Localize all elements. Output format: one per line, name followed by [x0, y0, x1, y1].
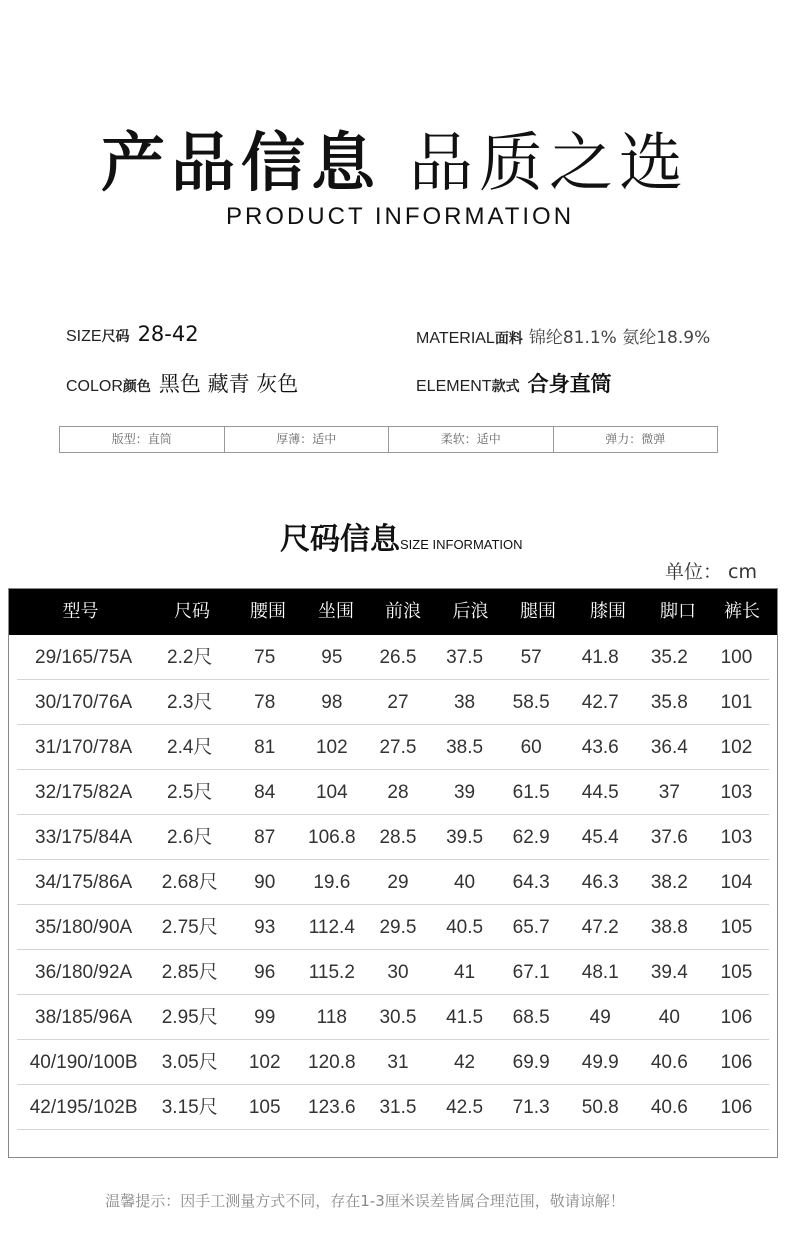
table-cell: 60 — [520, 737, 542, 758]
table-cell: 43.6 — [581, 737, 619, 758]
table-cell: 38/185/96A — [35, 1007, 133, 1028]
table-cell: 3.15尺 — [161, 1097, 218, 1118]
table-cell: 29/165/75A — [35, 647, 133, 668]
table-cell: 44.5 — [581, 782, 619, 803]
table-cell: 42.5 — [446, 1097, 484, 1118]
table-cell: 40/190/100B — [29, 1052, 138, 1073]
spec-color — [66, 368, 298, 398]
table-cell: 61.5 — [512, 782, 550, 803]
table-cell: 30.5 — [379, 1007, 417, 1028]
table-cell: 35.8 — [650, 692, 688, 713]
table-cell: 81 — [254, 737, 276, 758]
table-cell: 39.4 — [650, 962, 688, 983]
table-cell: 103 — [720, 782, 753, 803]
table-cell: 35/180/90A — [35, 917, 133, 938]
table-body — [9, 635, 777, 1130]
title-bold: 产品信息 — [101, 127, 381, 201]
table-cell: 104 — [315, 782, 348, 803]
table-cell: 37.5 — [446, 647, 484, 668]
title-light: 品质之选 — [409, 127, 689, 201]
table-cell: 31/170/78A — [35, 737, 133, 758]
table-cell: 106 — [720, 1097, 753, 1118]
attr-fit: 版型：直筒 — [60, 427, 225, 452]
color-key-cn: 颜色 — [122, 379, 151, 395]
table-cell: 38.8 — [650, 917, 688, 938]
table-cell: 120.8 — [308, 1052, 356, 1073]
header-cell: 坐围 — [318, 601, 354, 622]
table-row — [17, 905, 769, 950]
table-cell: 99 — [254, 1007, 276, 1028]
color-value: 黑色 藏青 灰色 — [158, 372, 299, 396]
table-cell: 40 — [658, 1007, 680, 1028]
element-key-cn: 款式 — [491, 379, 520, 395]
table-cell: 40.6 — [650, 1097, 688, 1118]
table-cell: 33/175/84A — [35, 827, 133, 848]
table-cell: 64.3 — [512, 872, 550, 893]
table-cell: 100 — [720, 647, 753, 668]
table-cell: 2.4尺 — [167, 737, 213, 758]
table-cell: 2.2尺 — [167, 647, 213, 668]
table-cell: 2.6尺 — [167, 827, 213, 848]
table-cell: 65.7 — [512, 917, 550, 938]
table-row — [17, 815, 769, 860]
table-cell: 30 — [387, 962, 409, 983]
table-cell: 41.5 — [446, 1007, 484, 1028]
header-cell: 膝围 — [590, 601, 626, 622]
header-cell: 尺码 — [174, 601, 210, 622]
table-cell: 69.9 — [512, 1052, 550, 1073]
table-cell: 49.9 — [581, 1052, 619, 1073]
table-cell: 28 — [387, 782, 409, 803]
spec-size — [66, 322, 199, 346]
table-cell: 2.75尺 — [161, 917, 218, 938]
table-row — [17, 680, 769, 725]
table-cell: 123.6 — [308, 1097, 356, 1118]
table-cell: 39.5 — [446, 827, 484, 848]
table-cell: 40.6 — [650, 1052, 688, 1073]
table-cell: 96 — [254, 962, 276, 983]
size-key-en: SIZE — [66, 328, 102, 345]
table-cell: 101 — [720, 692, 753, 713]
table-cell: 35.2 — [650, 647, 688, 668]
table-cell: 36.4 — [650, 737, 688, 758]
table-cell: 104 — [720, 872, 753, 893]
table-cell: 115.2 — [308, 962, 355, 983]
material-value: 锦纶81.1% 氨纶18.9% — [528, 328, 711, 348]
table-cell: 31.5 — [379, 1097, 417, 1118]
table-cell: 38 — [453, 692, 476, 713]
table-row — [17, 1085, 769, 1130]
table-cell: 62.9 — [512, 827, 550, 848]
table-cell: 95 — [321, 647, 343, 668]
table-row — [17, 860, 769, 905]
table-cell: 26.5 — [379, 647, 417, 668]
table-cell: 84 — [254, 782, 276, 803]
table-row — [17, 725, 769, 770]
table-cell: 87 — [254, 827, 276, 848]
table-cell: 98 — [321, 692, 343, 713]
table-cell: 106 — [720, 1052, 753, 1073]
table-cell: 29.5 — [379, 917, 417, 938]
unit-label: 单位： cm — [665, 561, 757, 583]
table-cell: 36/180/92A — [35, 962, 133, 983]
table-cell: 102 — [315, 737, 348, 758]
table-cell: 27 — [387, 692, 409, 713]
table-cell: 40.5 — [446, 917, 484, 938]
table-cell: 2.3尺 — [167, 692, 213, 713]
table-cell: 105 — [720, 962, 753, 983]
table-cell: 29 — [387, 872, 409, 893]
table-cell: 2.5尺 — [167, 782, 213, 803]
size-key-cn: 尺码 — [101, 329, 130, 345]
table-cell: 57 — [520, 647, 542, 668]
element-value: 合身直筒 — [527, 372, 612, 396]
table-cell: 106.8 — [308, 827, 356, 848]
table-cell: 32/175/82A — [35, 782, 133, 803]
header-cell: 腿围 — [520, 601, 556, 622]
table-cell: 48.1 — [581, 962, 619, 983]
table-cell: 27.5 — [379, 737, 417, 758]
header-cell: 后浪 — [452, 601, 489, 622]
size-table — [8, 588, 778, 1158]
table-cell: 90 — [254, 872, 276, 893]
table-cell: 45.4 — [581, 827, 619, 848]
table-cell: 3.05尺 — [161, 1052, 218, 1073]
table-header — [9, 589, 777, 635]
table-cell: 46.3 — [581, 872, 619, 893]
attr-softness: 柔软：适中 — [389, 427, 554, 452]
table-cell: 50.8 — [581, 1097, 619, 1118]
footer-note: 温馨提示：因手工测量方式不同，存在1-3厘米误差皆属合理范围，敬请谅解！ — [105, 1192, 625, 1210]
table-cell: 30/170/76A — [35, 692, 133, 713]
table-row — [17, 635, 769, 680]
size-title-en: SIZE INFORMATION — [400, 537, 523, 552]
table-cell: 102 — [248, 1052, 281, 1073]
size-title-cn: 尺码信息 — [280, 522, 400, 557]
attr-elasticity: 弹力：微弹 — [605, 432, 666, 446]
table-cell: 31 — [387, 1052, 409, 1073]
table-cell: 41 — [453, 962, 476, 983]
table-cell: 2.95尺 — [161, 1007, 218, 1028]
table-cell: 41.8 — [581, 647, 619, 668]
table-cell: 118 — [316, 1007, 347, 1028]
page-subtitle: PRODUCT INFORMATION — [225, 203, 575, 230]
table-cell: 106 — [720, 1007, 753, 1028]
table-row — [17, 995, 769, 1040]
table-cell: 28.5 — [379, 827, 417, 848]
table-cell: 40 — [453, 872, 476, 893]
header-cell: 型号 — [62, 601, 99, 622]
table-cell: 67.1 — [512, 962, 550, 983]
color-key-en: COLOR — [66, 378, 123, 395]
table-cell: 37 — [658, 782, 680, 803]
header-cell: 裤长 — [724, 601, 760, 622]
table-cell: 75 — [254, 647, 276, 668]
table-cell: 103 — [720, 827, 753, 848]
spec-element — [416, 368, 612, 398]
table-row — [17, 770, 769, 815]
table-cell: 105 — [248, 1097, 281, 1118]
table-cell: 49 — [589, 1007, 611, 1028]
table-cell: 112.4 — [308, 917, 355, 938]
material-key-cn: 面料 — [494, 331, 523, 347]
table-cell: 37.6 — [650, 827, 688, 848]
table-cell: 38.2 — [650, 872, 688, 893]
table-cell: 39 — [453, 782, 476, 803]
size-section-title — [280, 514, 523, 558]
attribute-bar — [59, 426, 718, 453]
table-cell: 2.85尺 — [161, 962, 218, 983]
table-cell: 105 — [720, 917, 753, 938]
table-row — [17, 1040, 769, 1085]
table-cell: 2.68尺 — [161, 872, 218, 893]
table-cell: 42/195/102B — [29, 1097, 138, 1118]
attr-thickness: 厚薄：适中 — [225, 427, 390, 452]
spec-material — [416, 323, 710, 348]
table-row — [17, 950, 769, 995]
table-cell: 78 — [254, 692, 276, 713]
table-cell: 42.7 — [581, 692, 619, 713]
header-cell: 脚口 — [660, 601, 696, 622]
element-key-en: ELEMENT — [416, 378, 492, 395]
table-cell: 71.3 — [512, 1097, 550, 1118]
table-cell: 34/175/86A — [35, 872, 133, 893]
table-cell: 58.5 — [512, 692, 550, 713]
size-value: 28-42 — [137, 322, 199, 346]
page-title — [0, 112, 790, 204]
table-cell: 42 — [453, 1052, 476, 1073]
header-cell: 腰围 — [250, 601, 286, 622]
table-cell: 47.2 — [581, 917, 619, 938]
table-cell: 19.6 — [313, 872, 351, 893]
table-cell: 38.5 — [446, 737, 484, 758]
material-key-en: MATERIAL — [416, 330, 495, 347]
header-cell: 前浪 — [385, 601, 421, 622]
table-cell: 102 — [720, 737, 753, 758]
table-cell: 68.5 — [512, 1007, 550, 1028]
table-cell: 93 — [254, 917, 276, 938]
